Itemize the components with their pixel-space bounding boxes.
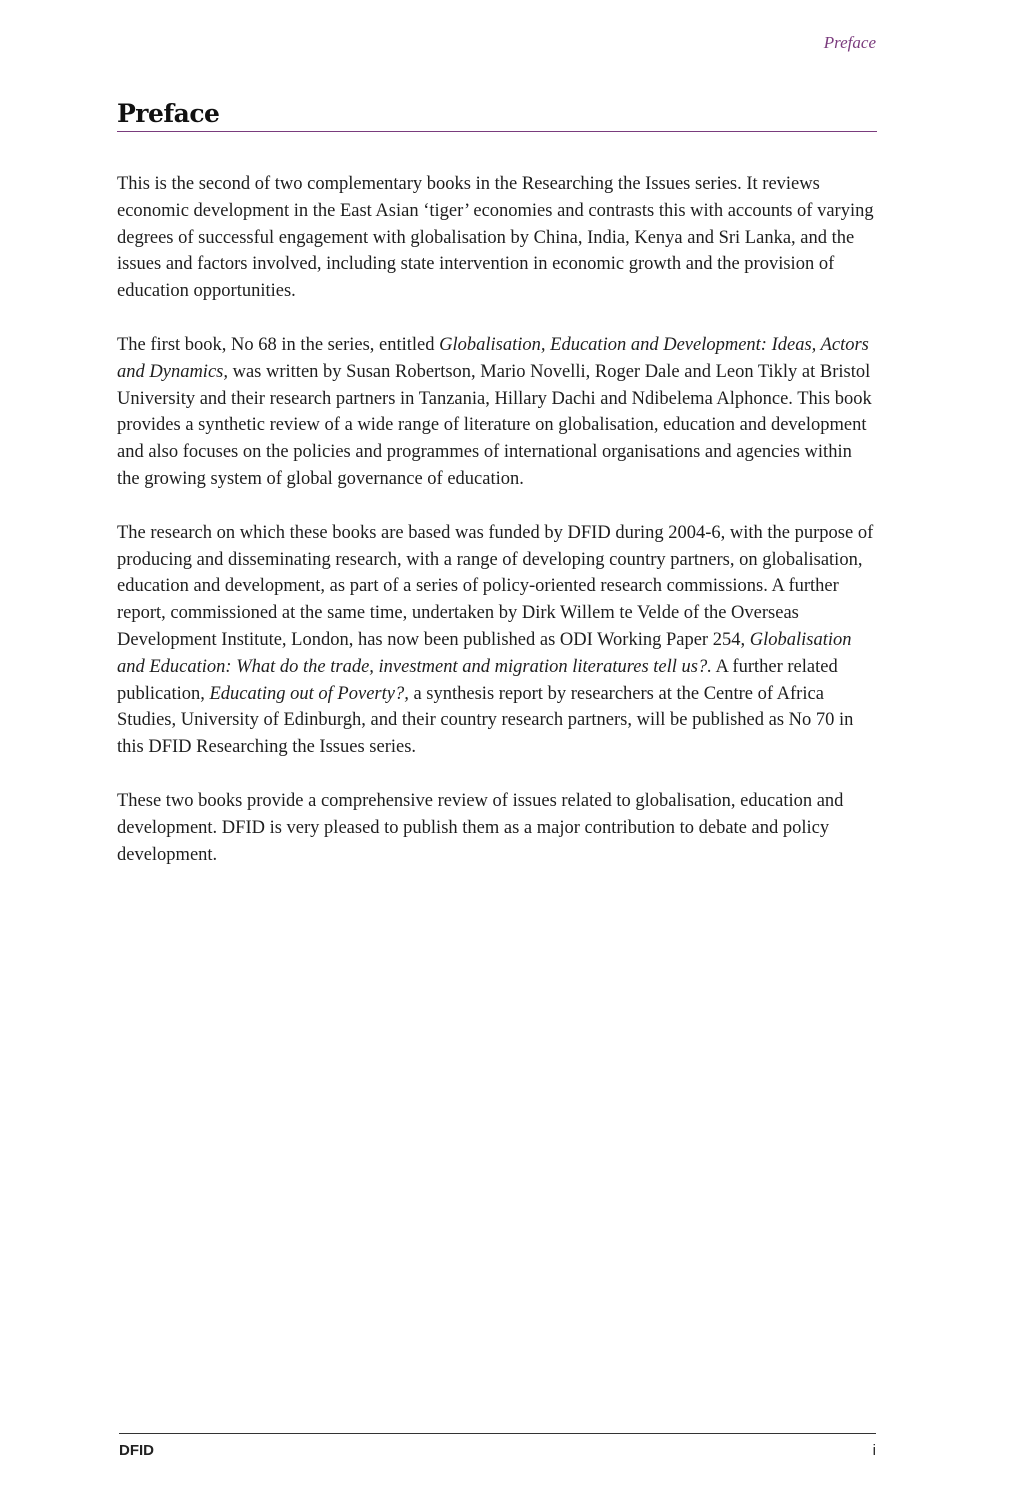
paragraph (117, 332, 877, 493)
footer-publisher: DFID (119, 1442, 154, 1459)
text-segment: The first book, No 68 in the series, entitled (117, 334, 440, 355)
text-segment: This is the second of two complementary books in the Researching the Issues series. It reviews economic development in the East Asian ‘tiger’ economies and contrasts this with accounts of varying degrees of successful engagement with globalisation by China, India, Kenya and Sri Lanka, and the issues and factors involved, including state intervention in economic growth and the provision of education opportunities. (117, 174, 874, 302)
italic-title: Globalisation, Education and Development: Ideas, Actors and Dynamics, (117, 334, 869, 382)
title-block (117, 98, 877, 132)
text-segment: was written by Susan Robertson, Mario Novelli, Roger Dale and Leon Tikly at Bristol University and their research partners in Tanzania, Hillary Dachi and Ndibelema Alphonce. This book provides a synthetic review of a wide range of literature on globalisation, education and development and also focuses on the policies and programmes of international organisations and agencies within the growing system of global governance of education. (117, 361, 872, 489)
page-title: Preface (117, 99, 220, 128)
paragraph (117, 171, 877, 305)
text-segment: These two books provide a comprehensive review of issues related to globalisation, education and development. DFID is very pleased to publish them as a major contribution to debate and policy development. (117, 790, 844, 865)
text-segment: A further related publication, (117, 656, 838, 704)
running-head: Preface (823, 33, 876, 52)
paragraph (117, 520, 877, 761)
footer-divider (119, 1433, 876, 1434)
page-number: i (872, 1442, 876, 1459)
italic-title: Globalisation and Education: What do the trade, investment and migration literatures tell us?. (117, 629, 852, 677)
italic-title: Educating out of Poverty?, (209, 683, 409, 704)
paragraph (117, 788, 877, 868)
text-segment: The research on which these books are based was funded by DFID during 2004-6, with the purpose of producing and disseminating research, with a range of developing country partners, on globalisation, education and development, as part of a series of policy-oriented research commissions. A further report, commissioned at the same time, undertaken by Dirk Willem te Velde of the Overseas Development Institute, London, has now been published as ODI Working Paper 254, (117, 522, 874, 650)
body-text (117, 171, 877, 895)
text-segment: a synthesis report by researchers at the Centre of Africa Studies, University of Edinburgh, and their country research partners, will be published as No 70 in this DFID Researching the Issues series. (117, 683, 854, 758)
